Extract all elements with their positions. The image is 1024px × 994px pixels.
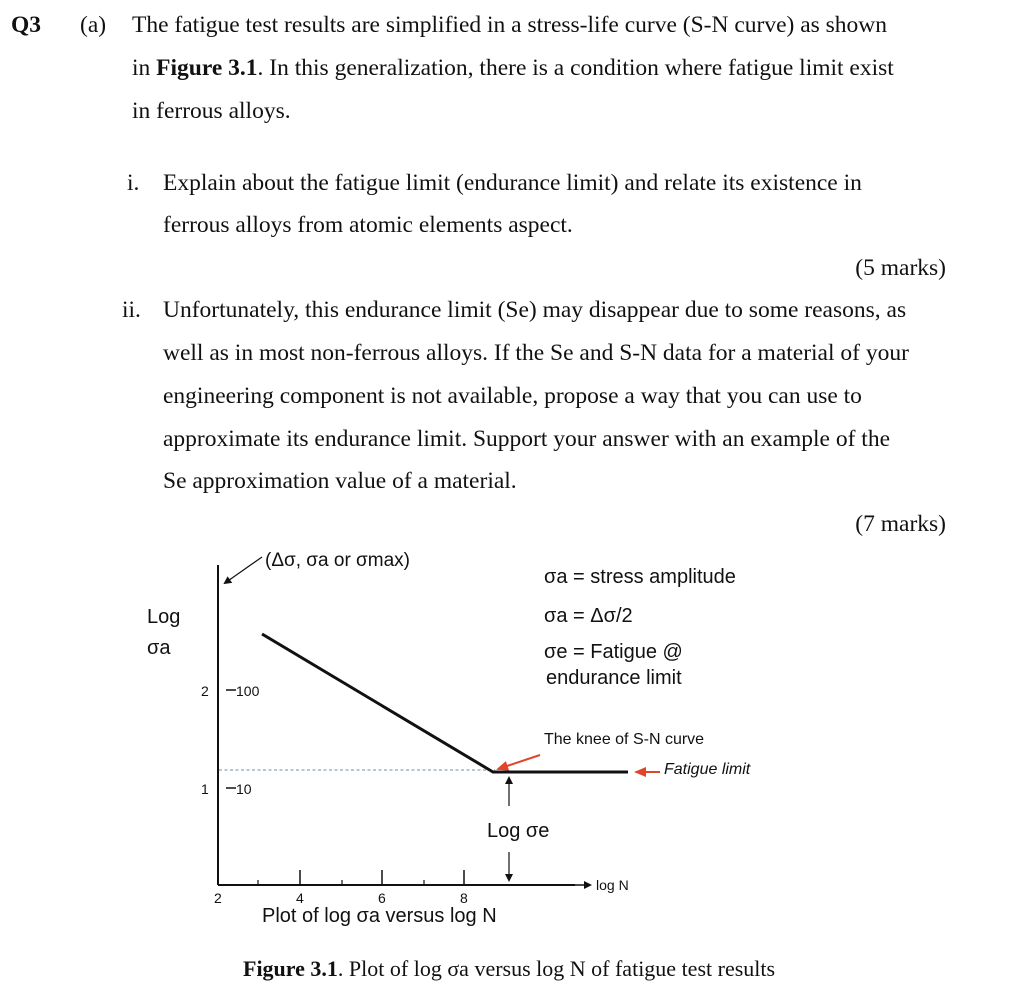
figure-caption-text: . Plot of log σa versus log N of fatigue test results [337, 956, 776, 981]
intro-line-2: in Figure 3.1. In this generalization, there is a condition where fatigue limit exist [132, 55, 894, 81]
y-tick-label-1: 1 [201, 781, 209, 797]
definition-stress-amplitude: σa = stress amplitude [544, 566, 736, 588]
sub-ii-line-5: Se approximation value of a material. [163, 468, 517, 494]
knee-label: The knee of S-N curve [544, 731, 705, 748]
question-part: (a) [80, 12, 107, 38]
sub-ii-marks: (7 marks) [855, 511, 946, 537]
knee-arrow [498, 755, 540, 769]
y-axis-top-label: (Δσ, σa or σmax) [265, 550, 410, 571]
sub-i-marks: (5 marks) [855, 255, 946, 281]
definition-fatigue: σe = Fatigue @ [544, 641, 683, 663]
x-axis-label: log N [596, 877, 629, 893]
sub-ii-line-2: well as in most non-ferrous alloys. If the Se and S-N data for a material of your [163, 340, 909, 366]
figure-caption [243, 956, 775, 982]
x-tick-label-4: 4 [296, 890, 304, 906]
intro-line-1-text: The fatigue test results are simplified in a stress-life curve (S-N curve) as shown [132, 12, 888, 38]
sub-i-number: i. [127, 170, 140, 196]
sub-ii-line-4: approximate its endurance limit. Support your answer with an example of the [163, 426, 890, 452]
sub-i-line-2: ferrous alloys from atomic elements aspect. [163, 212, 573, 238]
y-tick-label-100: 100 [236, 683, 260, 699]
y-tick-label-10: 10 [236, 781, 252, 797]
figure-caption-label: Figure 3.1 [243, 956, 338, 981]
log-sigma-e-label: Log σe [487, 820, 550, 842]
fatigue-limit-label: Fatigue limit [664, 761, 751, 778]
definition-endurance-limit: endurance limit [546, 667, 682, 689]
x-ticks [258, 870, 464, 885]
x-tick-label-8: 8 [460, 890, 468, 906]
y-tick-label-2: 2 [201, 683, 209, 699]
intro-line-3: in ferrous alloys. [132, 98, 291, 124]
sub-ii-line-1: Unfortunately, this endurance limit (Se) may disappear due to some reasons, as [163, 297, 907, 323]
question-number: Q3 [11, 12, 42, 38]
x-tick-label-2: 2 [214, 890, 222, 906]
definition-delta-sigma: σa = Δσ/2 [544, 605, 633, 627]
sub-i-line-1: Explain about the fatigue limit (endurance limit) and relate its existence in [163, 170, 862, 196]
plot-title: Plot of log σa versus log N [262, 905, 497, 927]
sub-ii-line-3: engineering component is not available, propose a way that you can use to [163, 383, 862, 409]
y-axis-log-label: Log [147, 606, 181, 628]
x-tick-label-6: 6 [378, 890, 386, 906]
y-axis-sigma-label: σa [147, 637, 171, 659]
sub-ii-number: ii. [122, 297, 141, 323]
y-axis-label-arrow [225, 557, 262, 583]
figure-ref: Figure 3.1 [156, 55, 258, 81]
